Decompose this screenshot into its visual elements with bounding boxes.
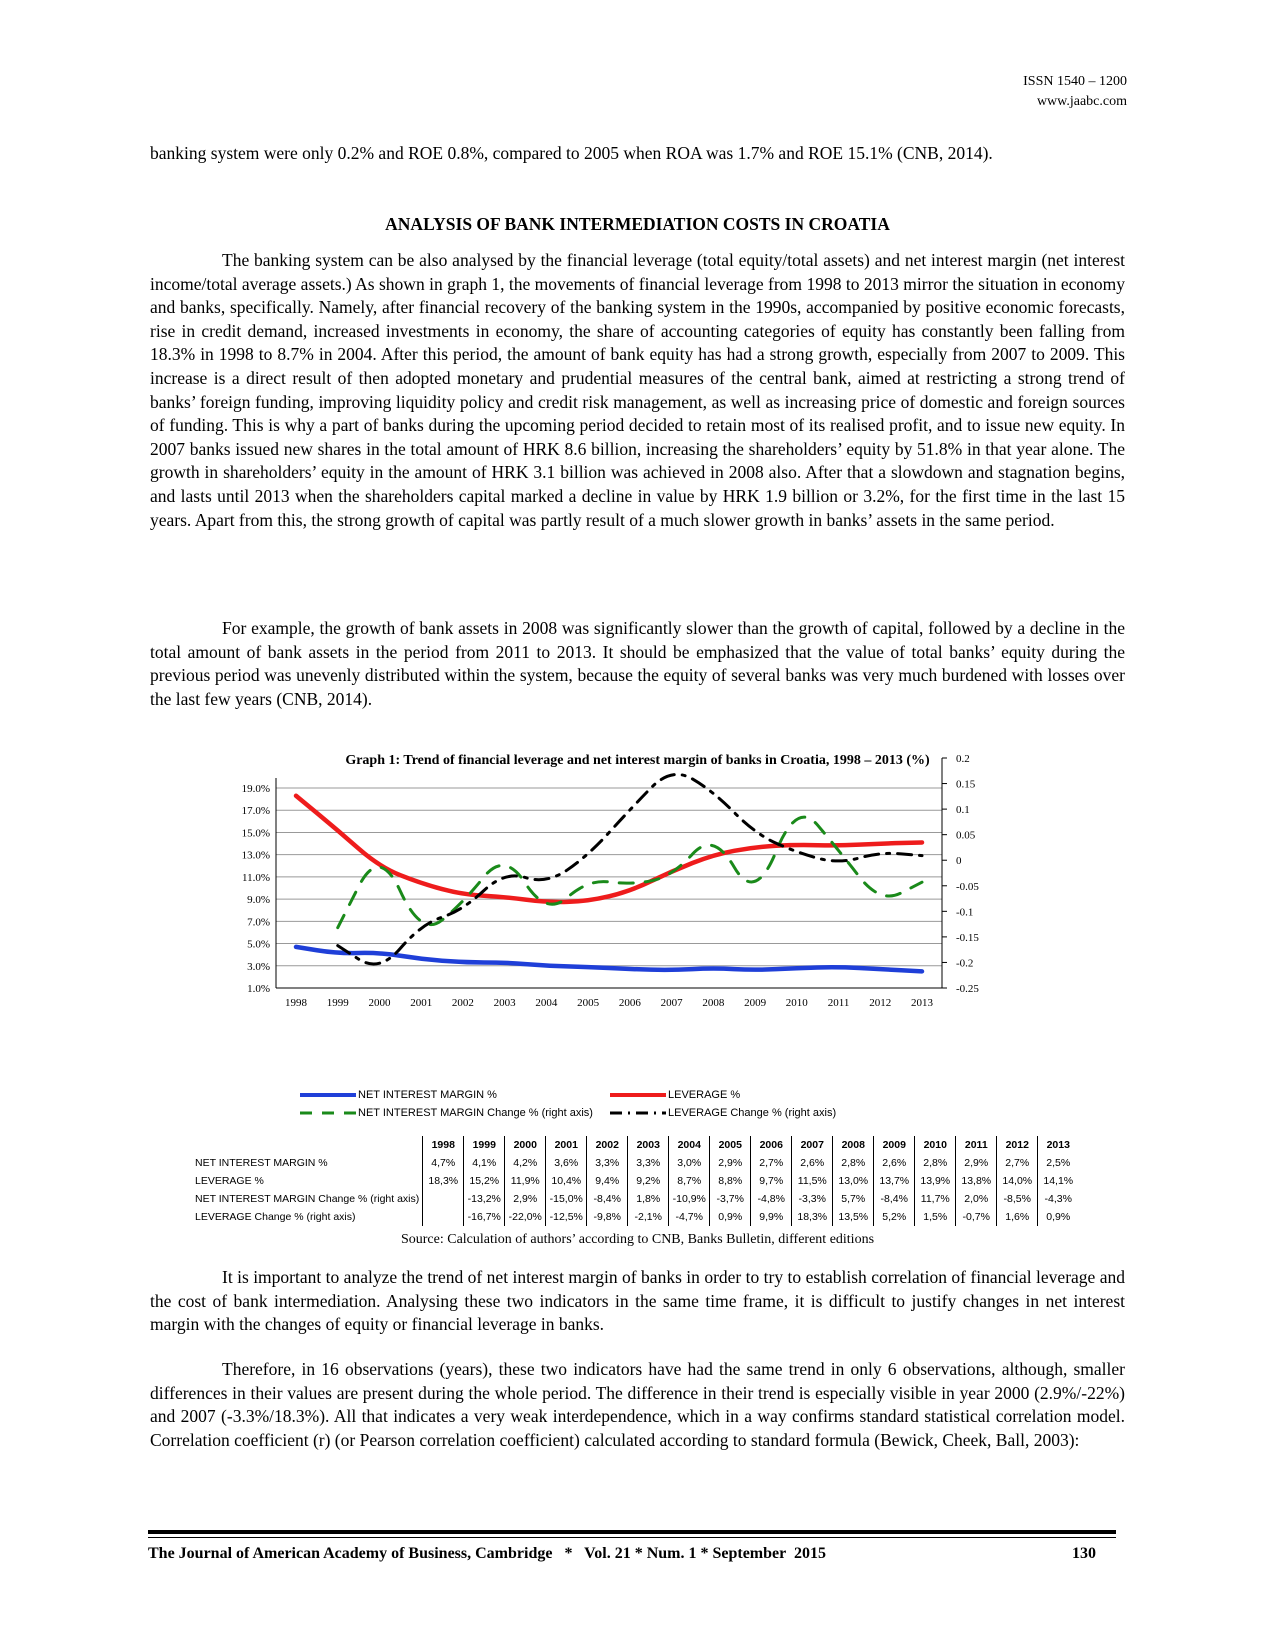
legend-item-leverage-change [610,1104,836,1122]
left-tick-label: 13.0% [241,849,270,862]
table-cell: 2,9% [956,1154,997,1172]
table-year-header: 2008 [833,1136,874,1154]
table-cell: 5,7% [833,1190,874,1208]
table-cell: 2,6% [792,1154,833,1172]
legend-item-leverage [610,1086,740,1104]
table-cell: 18,3% [792,1208,833,1226]
table-cell: -0,7% [956,1208,997,1226]
table-cell: 0,9% [1038,1208,1079,1226]
table-row-label: NET INTEREST MARGIN % [195,1157,328,1169]
left-tick-label: 7.0% [247,916,270,929]
section-heading: ANALYSIS OF BANK INTERMEDIATION COSTS IN CROATIA [385,214,890,234]
table-row [192,1208,1078,1226]
table-cell: 0,9% [710,1208,751,1226]
legend-label-nim-change: NET INTEREST MARGIN Change % (right axis) [358,1107,593,1119]
table-year-header: 2011 [956,1136,997,1154]
source-note: Source: Calculation of authors’ according to CNB, Banks Bulletin, different editions [400,1232,875,1247]
table-row-label: LEVERAGE % [195,1175,264,1187]
page-number: 130 [1072,1545,1096,1562]
table-year-header: 2001 [546,1136,587,1154]
table-cell: -8,4% [874,1190,915,1208]
left-tick-label: 5.0% [247,938,270,951]
table-year-header: 2007 [792,1136,833,1154]
table-year-header: 1999 [464,1136,505,1154]
table-cell: -9,8% [587,1208,628,1226]
right-tick-label: 0 [956,855,962,868]
right-tick-label: -0.2 [956,957,974,970]
table-cell: 14,1% [1038,1172,1079,1190]
table-cell: -4,8% [751,1190,792,1208]
table-cell [423,1208,464,1226]
table-cell: 3,0% [669,1154,710,1172]
table-year-header: 2006 [751,1136,792,1154]
table-cell: 13,9% [915,1172,956,1190]
x-tick-label: 2003 [493,997,516,1009]
table-cell: 8,7% [669,1172,710,1190]
table-cell: 18,3% [423,1172,464,1190]
table-cell: 9,9% [751,1208,792,1226]
journal-info [1023,72,1127,112]
table-cell: -8,5% [997,1190,1038,1208]
table-cell: 11,7% [915,1190,956,1208]
table-year-header: 2004 [669,1136,710,1154]
table-year-header: 2010 [915,1136,956,1154]
table-cell: 10,4% [546,1172,587,1190]
table-cell: 9,2% [628,1172,669,1190]
legend-label-leverage: LEVERAGE % [668,1089,741,1101]
table-cell: 13,5% [833,1208,874,1226]
table-cell: 2,9% [710,1154,751,1172]
left-tick-label: 17.0% [241,805,270,818]
table-row-label: NET INTEREST MARGIN Change % (right axis) [195,1193,420,1205]
table-year-header: 2013 [1038,1136,1079,1154]
legend-item-nim [300,1086,497,1104]
table-cell: 3,6% [546,1154,587,1172]
right-tick-label: 0.2 [956,753,970,765]
footer-rule [148,1530,1116,1534]
x-tick-label: 2005 [577,997,600,1009]
table-cell: 4,7% [423,1154,464,1172]
graph-caption: Graph 1: Trend of financial leverage and net interest margin of banks in Croatia, 1998 – 2013 (%) [345,753,930,768]
table-year-header: 1998 [423,1136,464,1154]
table-cell [423,1190,464,1208]
left-tick-label: 9.0% [247,894,270,907]
table-cell: -13,2% [464,1190,505,1208]
table-cell: 1,6% [997,1208,1038,1226]
right-tick-label: -0.25 [956,983,979,995]
left-tick-label: 15.0% [241,827,270,840]
x-tick-label: 2012 [869,997,892,1009]
right-tick-label: -0.05 [956,880,979,893]
table-cell: 4,2% [505,1154,546,1172]
x-tick-label: 2001 [410,997,433,1009]
table-cell: 14,0% [997,1172,1038,1190]
table-header-row [192,1136,1078,1154]
right-tick-label: 0.05 [956,829,976,842]
chart-legend [300,1086,920,1126]
table-cell: 13,8% [956,1172,997,1190]
x-tick-label: 2011 [827,997,850,1009]
left-tick-label: 19.0% [241,783,270,795]
table-cell: 2,9% [505,1190,546,1208]
left-tick-label: 1.0% [247,983,270,995]
right-tick-label: -0.1 [956,906,974,919]
x-tick-label: 2004 [535,997,558,1009]
x-tick-label: 2007 [660,997,683,1009]
website: www.jaabc.com [1036,94,1127,109]
legend-label-nim: NET INTEREST MARGIN % [358,1089,497,1101]
x-tick-label: 2000 [368,997,391,1009]
table-cell: 2,7% [997,1154,1038,1172]
right-tick-label: 0.15 [956,778,976,791]
x-tick-label: 2002 [451,997,474,1009]
legend-label-leverage-change: LEVERAGE Change % (right axis) [668,1107,837,1119]
x-tick-label: 2010 [785,997,808,1009]
table-row [192,1190,1078,1208]
table-cell: -4,3% [1038,1190,1079,1208]
series-line-2 [338,817,922,928]
x-tick-label: 2008 [702,997,725,1009]
table-cell: 1,8% [628,1190,669,1208]
table-corner [192,1136,423,1154]
table-row-label: LEVERAGE Change % (right axis) [195,1211,356,1223]
x-tick-label: 2009 [744,997,767,1009]
x-tick-label: 2013 [911,997,933,1009]
table-cell: 5,2% [874,1208,915,1226]
table-year-header: 2003 [628,1136,669,1154]
table-cell: 9,7% [751,1172,792,1190]
table-cell: 3,3% [628,1154,669,1172]
table-year-header: 2005 [710,1136,751,1154]
paragraph-0: banking system were only 0.2% and ROE 0.8%, compared to 2005 when ROA was 1.7% and ROE 15.1% (CNB, 2014). [150,143,993,163]
series-line-1 [296,796,922,902]
right-tick-label: 0.1 [956,804,970,817]
paragraph-1: The banking system can be also analysed by the financial leverage (total equity/total assets) and net interest margin (net interest income/total average assets.) As shown in graph 1, the movements of financial leverage from 1998 to 2013 mirror the situation in economy and banks, specifically. Namely, after financial recovery of the banking system in the 1990s, accompanied by positive economic forecasts, rise in credit demand, increased investments in economy, the share of accounting categories of equity has constantly been falling from 18.3% in 1998 to 8.7% in 2004. After this period, the amount of bank equity has had a strong growth, especially from 2007 to 2009. This increase is a direct result of then adopted monetary and prudential measures of the central bank, aimed at restricting a strong trend of banks’ foreign funding, improving liquidity policy and credit risk management, as well as increasing price of domestic and foreign sources of funding. This is why a part of banks during the upcoming period decided to retain most of its realised profit, and to issue new equity. In 2007 banks issued new shares in the total amount of HRK 8.6 billion, increasing the shareholders’ equity by 51.8% in that year alone. The growth in shareholders’ equity in the amount of HRK 3.1 billion was achieved in 2008 also. After that a slowdown and stagnation begins, and lasts until 2013 when the shareholders capital marked a decline in value by HRK 1.9 billion or 3.2%, for the first time in the last 15 years. Apart from this, the strong growth of capital was partly result of a much slower growth in banks’ assets in the same period. [150,250,1125,530]
table-cell: 2,0% [956,1190,997,1208]
right-tick-label: -0.15 [956,931,979,944]
table-cell: 11,9% [505,1172,546,1190]
table-cell: -8,4% [587,1190,628,1208]
data-table [192,1136,1078,1226]
x-tick-label: 1999 [326,997,349,1009]
table-cell: -22,0% [505,1208,546,1226]
table-year-header: 2009 [874,1136,915,1154]
footer-journal: The Journal of American Academy of Business, Cambridge * Vol. 21 * Num. 1 * September 2015 [148,1545,826,1562]
table-cell: 8,8% [710,1172,751,1190]
x-tick-label: 2006 [618,997,641,1009]
table-cell: -16,7% [464,1208,505,1226]
table-cell: -4,7% [669,1208,710,1226]
table-cell: -3,3% [792,1190,833,1208]
table-cell: -10,9% [669,1190,710,1208]
table-cell: 4,1% [464,1154,505,1172]
table-row [192,1172,1078,1190]
footer-rule-thin [148,1537,1116,1538]
table-row [192,1154,1078,1172]
table-year-header: 2002 [587,1136,628,1154]
x-tick-label: 1998 [285,997,307,1009]
table-cell: 15,2% [464,1172,505,1190]
table-cell: 2,8% [915,1154,956,1172]
footer [148,1545,1116,1563]
left-tick-label: 3.0% [247,960,270,973]
table-cell: 2,6% [874,1154,915,1172]
table-cell: -2,1% [628,1208,669,1226]
table-cell: 9,4% [587,1172,628,1190]
paragraph-2: For example, the growth of bank assets in 2008 was significantly slower than the growth of capital, followed by a decline in the total amount of bank assets in the period from 2011 to 2013. It should be emphasized that the value of total banks’ equity during the previous period was unevenly distributed within the system, because the equity of several banks was very much burdened with losses over the last few years (CNB, 2014). [150,618,1125,709]
table-cell: -15,0% [546,1190,587,1208]
table-cell: 2,7% [751,1154,792,1172]
table-cell: 1,5% [915,1208,956,1226]
table-year-header: 2000 [505,1136,546,1154]
paragraph-4: Therefore, in 16 observations (years), these two indicators have had the same trend in only 6 observations, although, smaller differences in their values are present during the whole period. The difference in their trend is especially visible in year 2000 (2.9%/-22%) and 2007 (-3.3%/18.3%). All that indicates a very weak interdependence, which in a way confirms standard statistical correlation model. Correlation coefficient (r) (or Pearson correlation coefficient) calculated according to standard formula (Bewick, Cheek, Ball, 2003): [150,1359,1125,1450]
paragraph-3: It is important to analyze the trend of net interest margin of banks in order to try to establish correlation of financial leverage and the cost of bank intermediation. Analysing these two indicators in the same time frame, it is difficult to justify changes in net interest margin with the changes of equity or financial leverage in banks. [150,1267,1125,1335]
table-cell: 11,5% [792,1172,833,1190]
table-cell: 2,8% [833,1154,874,1172]
left-tick-label: 11.0% [241,871,270,884]
legend-item-nim-change [300,1104,593,1122]
table-cell: 2,5% [1038,1154,1079,1172]
table-cell: 13,0% [833,1172,874,1190]
table-cell: -3,7% [710,1190,751,1208]
table-cell: 13,7% [874,1172,915,1190]
table-year-header: 2012 [997,1136,1038,1154]
table-cell: 3,3% [587,1154,628,1172]
table-cell: -12,5% [546,1208,587,1226]
issn: ISSN 1540 – 1200 [1023,74,1127,89]
series-line-3 [338,774,922,963]
